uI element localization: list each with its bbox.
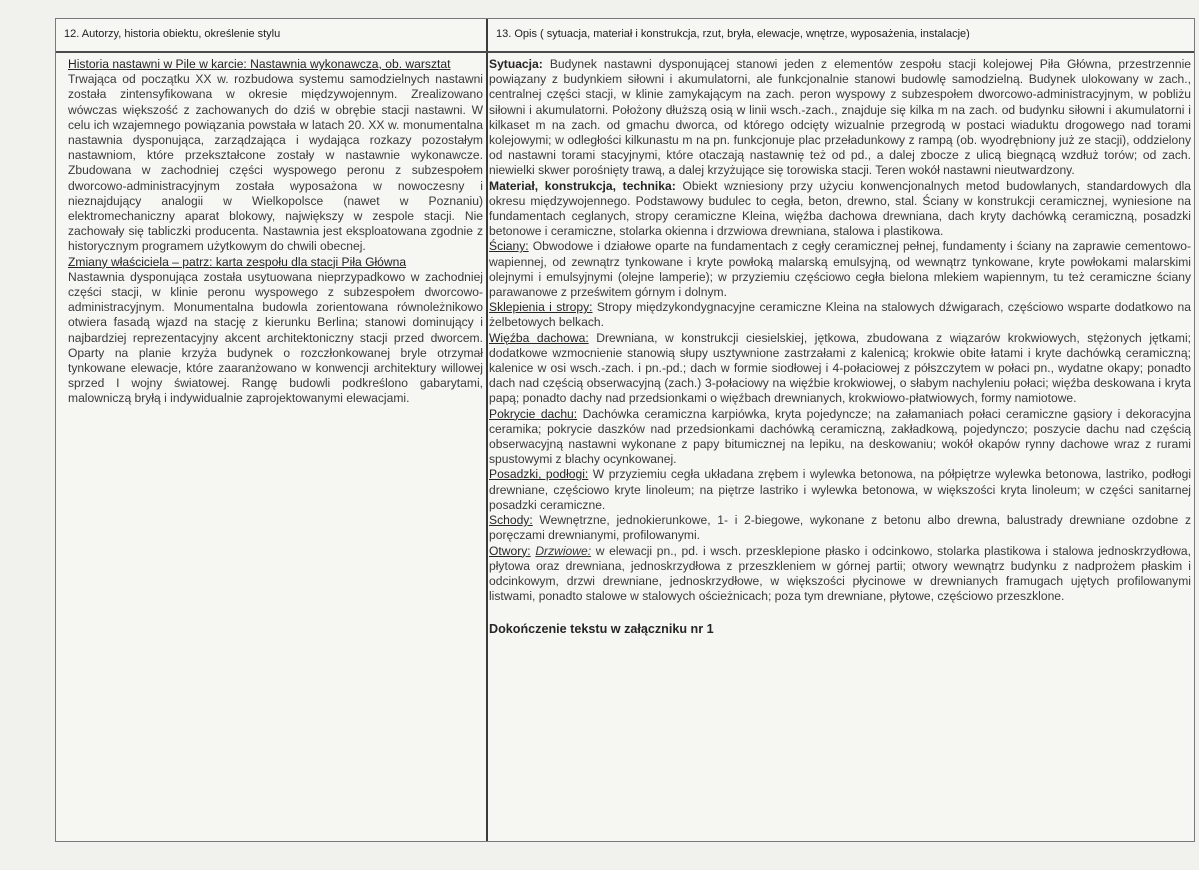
walls-text: Obwodowe i działowe oparte na fundamentach z cegły ceramicznej pełnej, fundamenty i ściany na zaprawie cementowo-wapiennej, od zewnątrz tynkowane i kryte powłoką malarską emulsyjną, od wewnątrz tynkowane, kryte powłokami malarskimi olejnymi i emulsyjnymi (olejne lamperie); w przyziemiu częściowo cegła bielona mlekiem wapiennym, tu też ceramiczne ściany parawanowe z prześwitem górnym i dolnym. — [489, 239, 1191, 300]
openings-paragraph — [489, 544, 1191, 605]
roofing-text: Dachówka ceramiczna karpiówka, kryta pojedyncze; na załamaniach połaci ceramiczne gąsiory i dekoracyjna ceramika; pokrycie daszków nad przedsionkami dachówką ceramiczną, zakładkową, pojedynczo; poszycie dachu nad częścią obserwacyjną nastawni wykonane z papy bitumicznej na lepiku, na deskowaniu; wokół okapów rynny dachowe wraz z rurami spustowymi z blachy ocynkowanej. — [489, 406, 1192, 467]
owners-text: Nastawnia dysponująca została usytuowana nieprzypadkowo w zachodniej części stacji, w klinie peronu wyspowego z subzespołem dworcowo-administracyjnym. Monumentalna budowla zorientowana równoleżnikowo otwiera fasadą wjazd na stację z kierunku Berlina; stanowi dominujący i najbardziej reprezentacyjny akcent architektoniczny stacji przed dworcem. Oparty na planie krzyża budynek o rozczłonkowanej bryle otrzymał tynkowane elewacje, które zaaranżowano w konwencji architektury willowej sprzed I wojny światowej. Rangę budowli podkreślono gabarytami, malowniczą bryłą i indywidualnie zaprojektowanymi elewacjami. — [68, 269, 483, 406]
situation-paragraph — [489, 57, 1191, 179]
truss-label: Więźba dachowa: — [489, 330, 589, 345]
situation-text: Budynek nastawni dysponującej stanowi jeden z elementów zespołu stacji kolejowej Piła Główna, przestrzennie powiązany z budynkiem siłowni i akumulatorni, ale funkcjonalnie stanowi budowlę samodzielną. Budynek ulokowany w zach., centralnej części stacji, w klinie zamykającym na zach. peron wyspowy z subzespołem dworcowo-administracyjnym, w pobliżu siłowni i akumulatorni. Położony dłuższą osią w linii wsch.-zach., znajduje się kilka m na zach. od budynku siłowni i akumulatorni i kilkaset m na zach. od gmachu dworca, od którego odcięty wizualnie przegrodą w postaci wiaduktu drogowego nad torami kolejowymi; w odległości kilkunastu m na pn. funkcjonuje plac przeładunkowy z rampą (ob. wyodrębniony już ze stacji), oddzielony od nastawni torami stacyjnymi, które otaczają nastawnię też od pd., a dalej zbocze z ulicą biegnącą wzdłuż torów; od zach. niewielki skwer porośnięty trawą, a dalej krzyżujące się torowiska stacji. Teren wokół nastawni nieutwardzony. — [489, 57, 1191, 178]
right-column — [489, 57, 1191, 638]
section-13-header: 13. Opis ( sytuacja, materiał i konstrukcja, rzut, bryła, elewacje, wnętrze, wyposażenia, instalacje) — [496, 28, 970, 40]
doors-label: Drzwiowe: — [535, 543, 592, 558]
vaults-paragraph — [489, 300, 1191, 330]
section-12-header: 12. Autorzy, historia obiektu, określenie stylu — [64, 28, 281, 40]
material-text: Obiekt wzniesiony przy użyciu konwencjonalnych metod budowlanych, standardowych dla okresu międzywojennego. Podstawowy budulec to cegła, beton, drewno, stal. Ściany w konstrukcji ceramicznej, wyniesione na fundamentach ceglanych, stropy ceramiczne Kleina, więźba dachowa drewniana, dach kryty dachówką ceramiczną, posadzki betonowe i ceramiczne, stolarka okienna i drzwiowa drewniana, stalowa i plastikowa. — [489, 178, 1191, 239]
roofing-label: Pokrycie dachu: — [489, 406, 578, 421]
walls-label: Ściany: — [489, 239, 529, 254]
material-paragraph — [489, 179, 1191, 240]
owners-heading: Zmiany właściciela – patrz: karta zespołu dla stacji Piła Główna — [68, 254, 407, 269]
floors-paragraph — [489, 467, 1191, 513]
openings-label: Otwory: — [489, 543, 531, 558]
material-label: Materiał, konstrukcja, technika: — [489, 178, 676, 193]
left-column — [68, 57, 483, 407]
openings-text: w elewacji pn., pd. i wsch. przesklepione płasko i odcinkowo, stolarka plastikowa i stalowa jednoskrzydłowa, płytowa oraz drewniana, jednoskrzydłowa z przeszkleniem w górnej partii; otwory wewnątrz budynku z nadprożem płaskim i odcinkowym, drzwi drewniane, jednoskrzydłowe, w większości płycinowe w drewnianych framugach ujętych profilowanymi listwami, ponadto stalowe w stalowych ościeżnicach; poza tym drewniane, płytowe, częściowo przeszklone. — [489, 543, 1191, 604]
truss-paragraph — [489, 331, 1191, 407]
vaults-label: Sklepienia i stropy: — [489, 300, 593, 315]
header-rule — [56, 51, 1194, 53]
roofing-paragraph — [489, 407, 1191, 468]
column-divider — [486, 19, 488, 841]
history-text: Trwająca od początku XX w. rozbudowa systemu samodzielnych nastawni została zintensyfikowana w okresie międzywojennym. Zrealizowano wówczas większość z zachowanych do dziś w obrębie stacji nastawni. W celu ich wzajemnego powiązania powstała w latach 20. XX w. monumentalna nastawnia dysponująca, zarządzająca i wydająca rozkazy pozostałym nastawniom, które przekształcone zostały w nastawnie wykonawcze. Zbudowana w zachodniej części wyspowego peronu z subzespołem dworcowo-administracyjnym została wyposażona w nowoczesny i nieznajdujący analogii w Wielkopolsce (nawet w Poznaniu) elektromechaniczny aparat blokowy, największy w zespole stacji. Nie zachowały się tabliczki producenta. Nastawnia jest eksploatowana zgodnie z historycznym programem użytkowym do chwili obecnej. — [68, 72, 483, 254]
form-sheet — [55, 18, 1195, 842]
situation-label: Sytuacja: — [489, 57, 543, 71]
floors-label: Posadzki, podłogi: — [489, 467, 589, 482]
truss-text: Drewniana, w konstrukcji ciesielskiej, jętkowa, zbudowana z wiązarów krokwiowych, stężonych jętkami; dodatkowe wzmocnienie stanowią słupy usztywnione zastrzałami z kalenicą; krokwie obite łatami i kryte dachówką ceramiczną; kalenice w osi wsch.-zach. i pn.-pd.; dach w formie siodłowej i 4-połaciowej z półszczytem w połaci pn., wydatne okapy; ponadto dach nad częścią obserwacyjną (zach.) 3-połaciowy na więźbie krokwiowej, o słabym nachyleniu połaci; więźba deskowana i kryta papą; ponadto dachy nad przedsionkami o więźbach drewnianych, krokwiowo-płatwiowych, formy namiotowe. — [489, 330, 1191, 406]
floors-text: W przyziemiu cegła układana zrębem i wylewka betonowa, na półpiętrze wylewka betonowa, lastriko, podłogi drewniane, częściowo kryte linoleum; na piętrze lastriko i wylewka betonowa, w większości kryta linoleum; w części sanitarnej posadzki ceramiczne. — [489, 467, 1192, 512]
history-heading: Historia nastawni w Pile w karcie: Nastawnia wykonawcza, ob. warsztat — [68, 57, 451, 71]
stairs-label: Schody: — [489, 513, 533, 528]
vaults-text: Stropy międzykondygnacyjne ceramiczne Kleina na stalowych dźwigarach, częściowo wsparte dodatkowo na żelbetowych belkach. — [489, 300, 1191, 330]
stairs-paragraph — [489, 513, 1191, 543]
continuation-note: Dokończenie tekstu w załączniku nr 1 — [489, 622, 714, 637]
stairs-text: Wewnętrzne, jednokierunkowe, 1- i 2-biegowe, wykonane z betonu albo drewna, balustrady drewniane ozdobne z poręczami drewnianymi, profilowanymi. — [489, 513, 1191, 543]
walls-paragraph — [489, 239, 1191, 300]
